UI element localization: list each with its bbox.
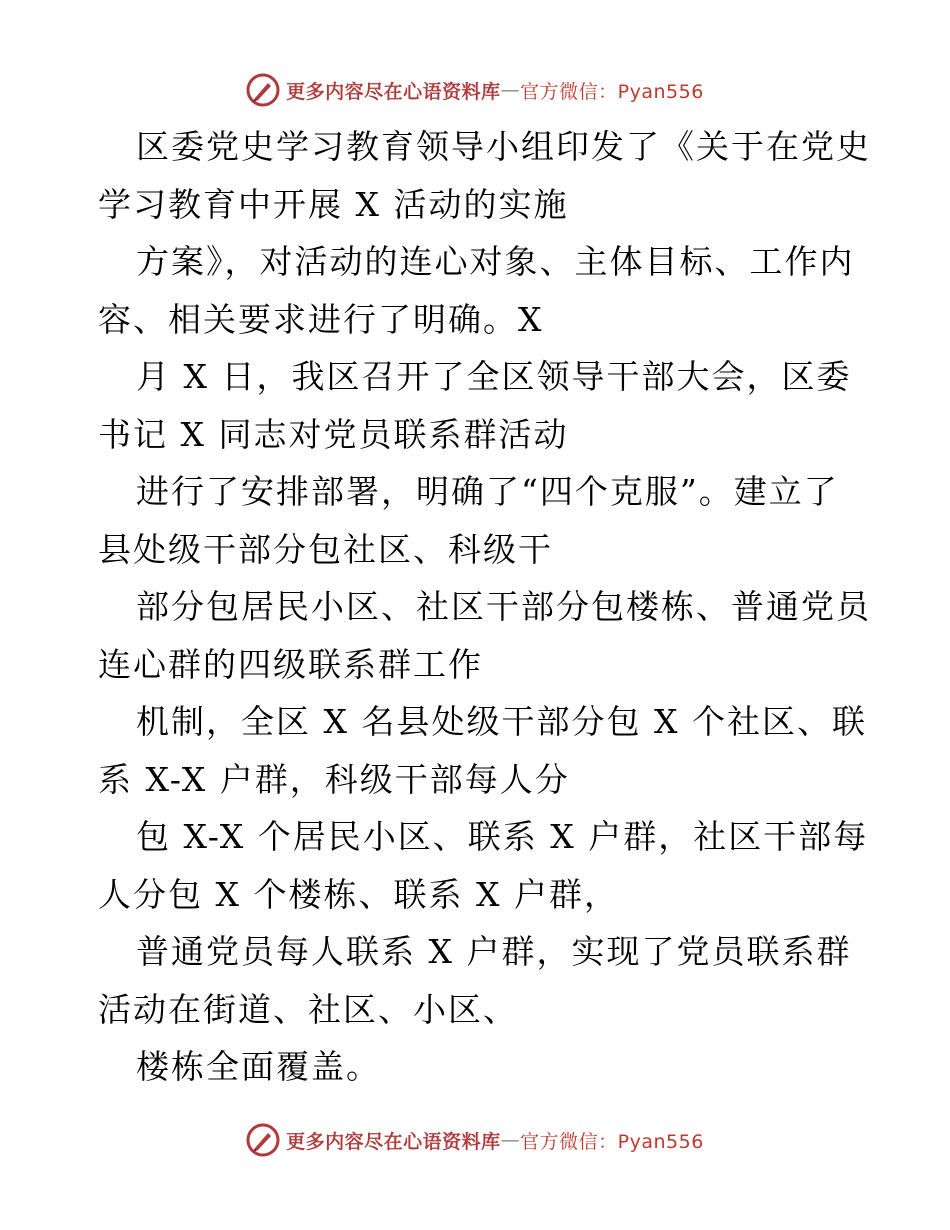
banner-wechat: 官方微信：Pyan556 bbox=[520, 1130, 704, 1153]
paragraph-line: 部分包居民小区、社区干部分包楼栋、普通党员 bbox=[136, 587, 871, 626]
quill-logo-icon bbox=[246, 1123, 280, 1157]
paragraph-line: 书记 X 同志对党员联系群活动 bbox=[98, 414, 569, 454]
banner-separator: — bbox=[500, 79, 521, 101]
paragraph-line: 包 X-X 个居民小区、联系 X 户群，社区干部每 bbox=[136, 817, 869, 856]
paragraph-line: 进行了安排部署，明确了“四个克服”。建立了 bbox=[136, 472, 839, 511]
paragraph-line: 容、相关要求进行了明确。X bbox=[98, 299, 544, 339]
paragraph-line: 系 X-X 户群，科级干部每人分 bbox=[98, 759, 570, 799]
banner-wechat: 官方微信：Pyan556 bbox=[520, 80, 704, 103]
document-body bbox=[98, 118, 871, 1096]
paragraph-line: 月 X 日，我区召开了全区领导干部大会，区委 bbox=[136, 357, 852, 396]
paragraph-line: 县处级干部分包社区、科级干 bbox=[98, 529, 553, 569]
paragraph-line: 活动在街道、社区、小区、 bbox=[98, 989, 518, 1029]
paragraph-line: 人分包 X 个楼栋、联系 X 户群， bbox=[98, 874, 619, 914]
banner-brand: 更多内容尽在心语资料库 bbox=[286, 1130, 501, 1153]
paragraph-line: 方案》，对活动的连心对象、主体目标、工作内 bbox=[136, 242, 855, 281]
quill-logo-icon bbox=[246, 73, 280, 107]
banner-separator: — bbox=[500, 1129, 521, 1151]
paragraph-line: 楼栋全面覆盖。 bbox=[136, 1047, 381, 1086]
banner-brand: 更多内容尽在心语资料库 bbox=[286, 80, 501, 103]
header-banner bbox=[0, 70, 950, 110]
paragraph-line: 区委党史学习教育领导小组印发了《关于在党史 bbox=[136, 127, 871, 166]
paragraph-line: 连心群的四级联系群工作 bbox=[98, 644, 483, 684]
paragraph-line: 普通党员每人联系 X 户群，实现了党员联系群 bbox=[136, 932, 852, 971]
paragraph-line: 学习教育中开展 X 活动的实施 bbox=[98, 184, 569, 224]
footer-banner bbox=[0, 1120, 950, 1160]
paragraph-line: 机制，全区 X 名县处级干部分包 X 个社区、联 bbox=[136, 702, 867, 741]
